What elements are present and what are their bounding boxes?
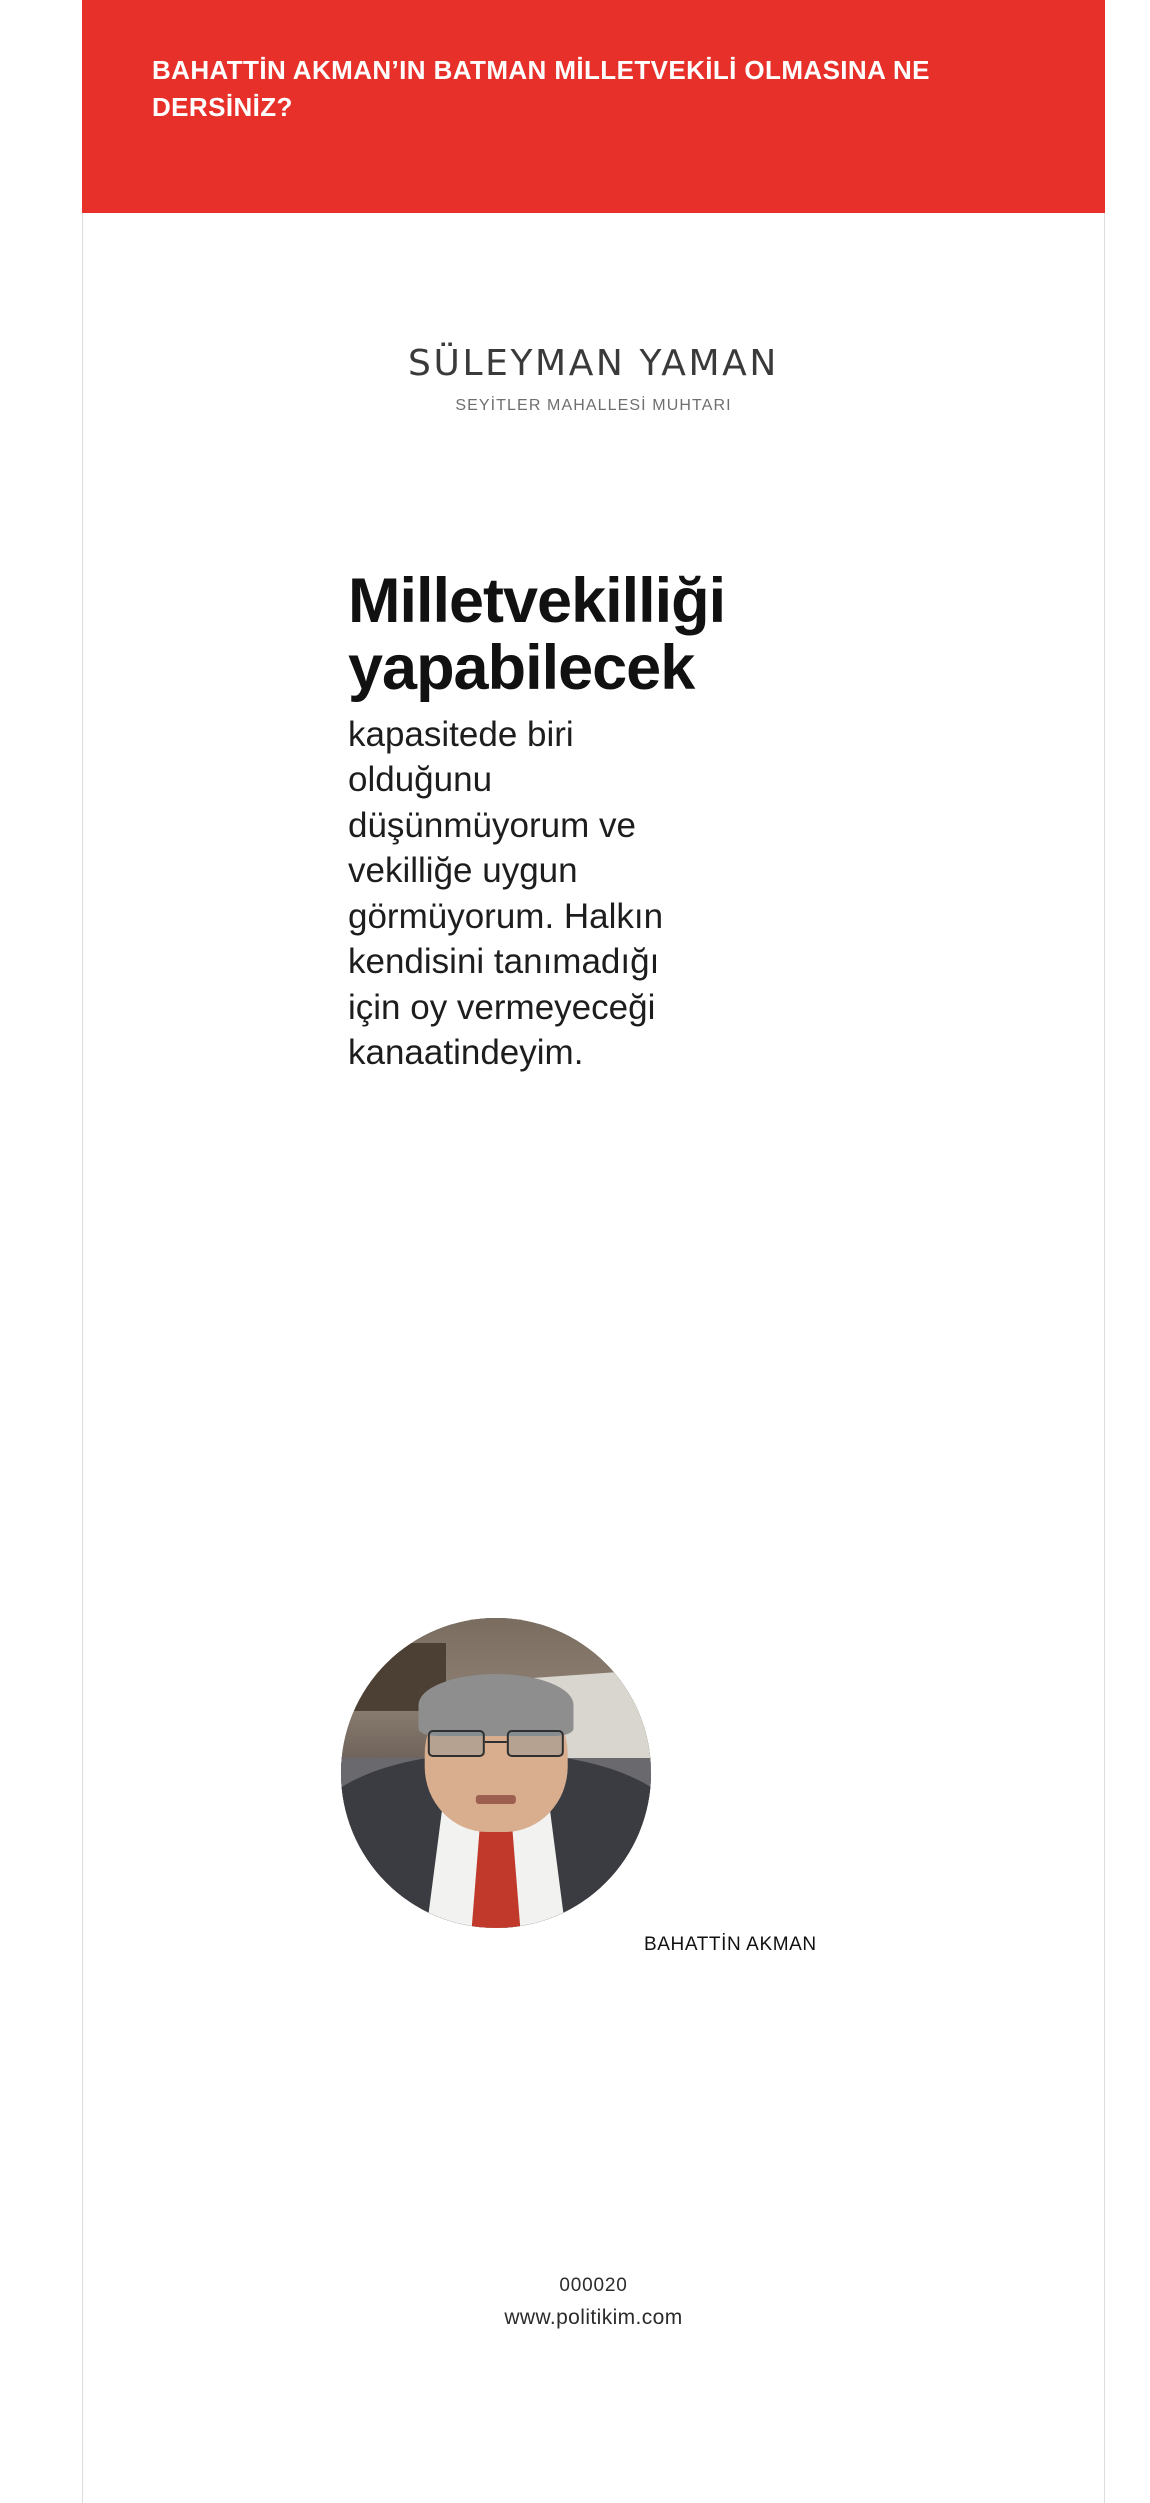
content-card xyxy=(82,213,1105,2503)
speaker-role: SEYİTLER MAHALLESİ MUHTARI xyxy=(455,397,732,414)
portrait-mouth xyxy=(476,1795,516,1804)
glasses-right-lens xyxy=(507,1730,564,1758)
header-banner-inner xyxy=(152,52,1032,126)
portrait-hair xyxy=(419,1674,574,1736)
footer-code: 000020 xyxy=(559,2275,628,2296)
glasses-icon xyxy=(428,1730,564,1758)
footer xyxy=(83,2275,1104,2330)
glasses-bridge xyxy=(485,1741,507,1743)
portrait-name-callout xyxy=(622,1927,835,1963)
page-title: BAHATTİN AKMAN’IN BATMAN MİLLETVEKİLİ OLMASINA NE DERSİNİZ? xyxy=(152,55,930,122)
glasses-left-lens xyxy=(428,1730,485,1758)
portrait-container xyxy=(341,1618,651,1928)
avatar xyxy=(341,1618,651,1928)
quote-headline: Milletvekilliği yapabilecek xyxy=(348,566,726,703)
footer-website: www.politikim.com xyxy=(504,2306,683,2329)
quote-block xyxy=(348,568,968,1076)
portrait-name-label: BAHATTİN AKMAN xyxy=(644,1934,817,1955)
quote-body: kapasitede biri olduğunu düşünmüyorum ve vekilliğe uygun görmüyorum. Halkın kendisini tanımadığı için oy vermeyeceği kanaatindeyim. xyxy=(348,714,664,1073)
callout-tail xyxy=(608,1939,624,1957)
speaker-name: SÜLEYMAN YAMAN xyxy=(408,343,779,384)
header-banner xyxy=(82,0,1105,213)
byline xyxy=(83,343,1104,415)
